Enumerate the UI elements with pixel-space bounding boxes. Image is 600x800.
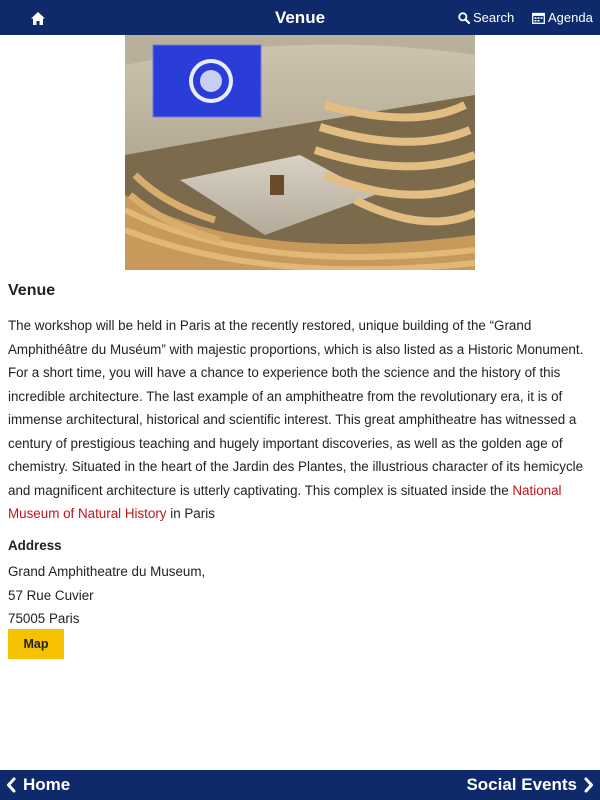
next-page-label: Social Events [466,775,577,794]
search-label: Search [473,10,515,25]
previous-page-button[interactable] [6,770,70,800]
address-line: 57 Rue Cuvier [8,587,94,603]
agenda-button[interactable] [532,0,593,35]
museum-link[interactable]: National Museum of Natural History [8,482,562,521]
address-line: Grand Amphitheatre du Museum, [8,564,206,579]
page-title: Venue [274,8,326,27]
home-button[interactable] [26,8,50,28]
chevron-left-icon [6,777,16,793]
address-line: 75005 Paris [8,611,80,626]
calendar-icon [532,12,545,24]
description-text-end: in Paris [166,506,215,521]
main-content[interactable] [0,35,600,770]
bottom-navigation-bar [0,770,600,800]
map-button[interactable]: Map [8,629,64,659]
search-button[interactable] [458,0,514,35]
next-page-button[interactable] [466,770,594,800]
address-block [8,560,205,631]
agenda-label: Agenda [548,10,593,25]
description-text: The workshop will be held in Paris at the recently restored, unique building of the “Grand Amphithéâtre du Muséum” with majestic proportions, which is also listed as a Historic Monument. For a short time, you will have a chance to experience both the science and the history of this incredible architecture. The last example of an amphitheatre from the revolutionary era, it is of immense architectural, historical and scientific interest. This great amphitheatre has witnessed a century of prestigious teaching and hugely important discoveries, as well as the golden age of chemistry. Situated in the heart of the Jardin des Plantes, the illustrious character of its hemicycle and magnificent architecture is utterly captivating. This complex is situated inside the [8,318,584,498]
chevron-right-icon [584,777,594,793]
home-icon [31,12,45,25]
address-label: Address [8,538,62,553]
previous-page-label: Home [23,775,71,794]
venue-photo [125,35,475,270]
venue-heading: Venue [8,282,56,299]
top-navigation-bar [0,0,600,35]
venue-description [8,314,594,526]
search-icon [458,12,470,24]
